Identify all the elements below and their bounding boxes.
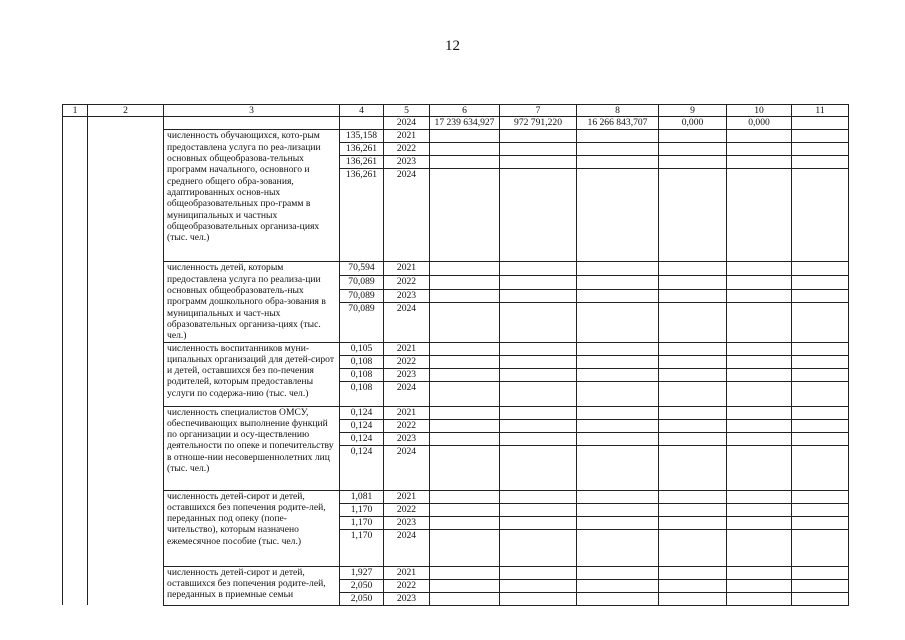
indicator-value: 1,170 bbox=[340, 503, 384, 516]
indicator-year: 2022 bbox=[384, 143, 430, 156]
empty-cell bbox=[577, 156, 659, 169]
header-cell: 2 bbox=[88, 105, 164, 117]
empty-cell bbox=[792, 368, 849, 381]
indicator-value: 2,050 bbox=[340, 592, 384, 605]
data-table bbox=[62, 104, 849, 606]
empty-cell bbox=[727, 368, 792, 381]
empty-cell bbox=[500, 445, 577, 490]
empty-cell bbox=[727, 579, 792, 592]
indicator-value: 136,261 bbox=[340, 156, 384, 169]
empty-cell bbox=[63, 592, 88, 605]
indicator-year: 2021 bbox=[384, 262, 430, 276]
empty-cell bbox=[430, 368, 500, 381]
empty-cell bbox=[792, 262, 849, 276]
empty-cell bbox=[88, 130, 164, 143]
empty-cell bbox=[577, 503, 659, 516]
empty-cell bbox=[577, 445, 659, 490]
empty-cell bbox=[577, 516, 659, 529]
empty-cell bbox=[500, 381, 577, 406]
empty-cell bbox=[430, 529, 500, 566]
empty-cell bbox=[430, 130, 500, 143]
indicator-year: 2021 bbox=[384, 566, 430, 579]
indicator-value: 0,108 bbox=[340, 368, 384, 381]
empty-cell bbox=[340, 117, 384, 130]
empty-cell bbox=[500, 130, 577, 143]
empty-cell bbox=[500, 262, 577, 276]
empty-cell bbox=[63, 289, 88, 303]
total-col7: 972 791,220 bbox=[500, 117, 577, 130]
empty-cell bbox=[430, 289, 500, 303]
empty-cell bbox=[577, 381, 659, 406]
empty-cell bbox=[500, 156, 577, 169]
header-cell: 11 bbox=[792, 105, 849, 117]
empty-cell bbox=[500, 342, 577, 355]
empty-cell bbox=[659, 355, 727, 368]
empty-cell bbox=[430, 303, 500, 342]
empty-cell bbox=[727, 566, 792, 579]
empty-cell bbox=[88, 490, 164, 503]
empty-cell bbox=[659, 445, 727, 490]
indicator-value: 70,594 bbox=[340, 262, 384, 276]
indicator-value: 0,105 bbox=[340, 342, 384, 355]
empty-cell bbox=[88, 156, 164, 169]
empty-cell bbox=[500, 276, 577, 290]
empty-cell bbox=[88, 169, 164, 262]
empty-cell bbox=[792, 355, 849, 368]
total-col8: 16 266 843,707 bbox=[577, 117, 659, 130]
indicator-year: 2023 bbox=[384, 516, 430, 529]
empty-cell bbox=[63, 262, 88, 276]
indicator-year: 2022 bbox=[384, 579, 430, 592]
empty-cell bbox=[792, 143, 849, 156]
indicator-value: 0,108 bbox=[340, 381, 384, 406]
empty-cell bbox=[577, 579, 659, 592]
header-cell: 9 bbox=[659, 105, 727, 117]
empty-cell bbox=[727, 503, 792, 516]
empty-cell bbox=[88, 355, 164, 368]
empty-cell bbox=[727, 432, 792, 445]
empty-cell bbox=[577, 342, 659, 355]
empty-cell bbox=[577, 303, 659, 342]
empty-cell bbox=[792, 445, 849, 490]
empty-cell bbox=[659, 303, 727, 342]
empty-cell bbox=[500, 143, 577, 156]
empty-cell bbox=[577, 406, 659, 419]
empty-cell bbox=[430, 169, 500, 262]
indicator-row bbox=[63, 262, 849, 276]
indicator-year: 2022 bbox=[384, 276, 430, 290]
empty-cell bbox=[430, 579, 500, 592]
empty-cell bbox=[430, 445, 500, 490]
empty-cell bbox=[500, 289, 577, 303]
empty-cell bbox=[63, 117, 88, 130]
empty-cell bbox=[430, 156, 500, 169]
empty-cell bbox=[659, 579, 727, 592]
indicator-row bbox=[63, 406, 849, 419]
empty-cell bbox=[727, 303, 792, 342]
empty-cell bbox=[577, 169, 659, 262]
header-cell: 6 bbox=[430, 105, 500, 117]
empty-cell bbox=[500, 169, 577, 262]
empty-cell bbox=[727, 516, 792, 529]
indicator-row bbox=[63, 130, 849, 143]
indicator-year: 2023 bbox=[384, 432, 430, 445]
empty-cell bbox=[659, 566, 727, 579]
empty-cell bbox=[500, 592, 577, 605]
empty-cell bbox=[659, 143, 727, 156]
empty-cell bbox=[430, 490, 500, 503]
empty-cell bbox=[727, 156, 792, 169]
empty-cell bbox=[88, 303, 164, 342]
empty-cell bbox=[659, 592, 727, 605]
empty-cell bbox=[659, 503, 727, 516]
empty-cell bbox=[88, 592, 164, 605]
empty-cell bbox=[500, 503, 577, 516]
empty-cell bbox=[430, 406, 500, 419]
empty-cell bbox=[792, 169, 849, 262]
indicator-value: 0,124 bbox=[340, 432, 384, 445]
indicator-year: 2023 bbox=[384, 289, 430, 303]
empty-cell bbox=[63, 143, 88, 156]
indicator-row bbox=[63, 490, 849, 503]
indicator-row bbox=[63, 566, 849, 579]
empty-cell bbox=[500, 579, 577, 592]
empty-cell bbox=[727, 130, 792, 143]
empty-cell bbox=[659, 368, 727, 381]
empty-cell bbox=[792, 303, 849, 342]
indicator-value: 0,124 bbox=[340, 419, 384, 432]
empty-cell bbox=[792, 529, 849, 566]
header-cell: 5 bbox=[384, 105, 430, 117]
empty-cell bbox=[727, 419, 792, 432]
empty-cell bbox=[500, 406, 577, 419]
empty-cell bbox=[63, 490, 88, 503]
indicator-description: численность воспитанников муни-ципальных организаций для детей-сирот и детей, оставшихся без по-печения родителей, которым предоставлены услуги по содержа-нию (тыс. чел.) bbox=[164, 342, 340, 406]
empty-cell bbox=[430, 503, 500, 516]
empty-cell bbox=[577, 368, 659, 381]
empty-cell bbox=[500, 490, 577, 503]
empty-cell bbox=[500, 303, 577, 342]
empty-cell bbox=[659, 130, 727, 143]
indicator-year: 2021 bbox=[384, 406, 430, 419]
empty-cell bbox=[500, 368, 577, 381]
empty-cell bbox=[88, 445, 164, 490]
empty-cell bbox=[63, 276, 88, 290]
empty-cell bbox=[727, 355, 792, 368]
empty-cell bbox=[727, 490, 792, 503]
indicator-year: 2022 bbox=[384, 355, 430, 368]
empty-cell bbox=[577, 276, 659, 290]
empty-cell bbox=[430, 566, 500, 579]
empty-cell bbox=[577, 566, 659, 579]
empty-cell bbox=[430, 381, 500, 406]
empty-cell bbox=[500, 516, 577, 529]
empty-cell bbox=[577, 490, 659, 503]
empty-cell bbox=[63, 303, 88, 342]
empty-cell bbox=[792, 117, 849, 130]
empty-cell bbox=[88, 117, 164, 130]
empty-cell bbox=[659, 406, 727, 419]
empty-cell bbox=[164, 117, 340, 130]
empty-cell bbox=[577, 355, 659, 368]
indicator-value: 1,170 bbox=[340, 529, 384, 566]
empty-cell bbox=[792, 419, 849, 432]
empty-cell bbox=[792, 566, 849, 579]
empty-cell bbox=[500, 419, 577, 432]
empty-cell bbox=[727, 169, 792, 262]
indicator-description: численность детей-сирот и детей, оставшихся без попечения родите-лей, переданных под опеку (попе-чительство), которым назначено ежемесячное пособие (тыс. чел.) bbox=[164, 490, 340, 566]
empty-cell bbox=[63, 516, 88, 529]
empty-cell bbox=[577, 432, 659, 445]
empty-cell bbox=[430, 342, 500, 355]
indicator-value: 70,089 bbox=[340, 303, 384, 342]
empty-cell bbox=[88, 289, 164, 303]
empty-cell bbox=[88, 432, 164, 445]
empty-cell bbox=[430, 516, 500, 529]
empty-cell bbox=[659, 289, 727, 303]
empty-cell bbox=[63, 156, 88, 169]
indicator-year: 2023 bbox=[384, 368, 430, 381]
empty-cell bbox=[63, 355, 88, 368]
indicator-year: 2024 bbox=[384, 381, 430, 406]
empty-cell bbox=[63, 381, 88, 406]
empty-cell bbox=[88, 579, 164, 592]
indicator-value: 70,089 bbox=[340, 276, 384, 290]
empty-cell bbox=[63, 566, 88, 579]
empty-cell bbox=[577, 592, 659, 605]
empty-cell bbox=[88, 529, 164, 566]
empty-cell bbox=[63, 406, 88, 419]
empty-cell bbox=[63, 169, 88, 262]
empty-cell bbox=[727, 276, 792, 290]
empty-cell bbox=[577, 289, 659, 303]
empty-cell bbox=[500, 566, 577, 579]
header-cell: 4 bbox=[340, 105, 384, 117]
empty-cell bbox=[430, 432, 500, 445]
empty-cell bbox=[63, 130, 88, 143]
header-cell: 3 bbox=[164, 105, 340, 117]
empty-cell bbox=[792, 503, 849, 516]
empty-cell bbox=[792, 592, 849, 605]
empty-cell bbox=[88, 262, 164, 276]
empty-cell bbox=[577, 419, 659, 432]
indicator-description: численность специалистов ОМСУ, обеспечивающих выполнение функций по организации и осу-ществлению деятельности по опеке и попечительству в отноше-нии несовершеннолетних лиц (тыс. чел.) bbox=[164, 406, 340, 490]
total-col9: 0,000 bbox=[659, 117, 727, 130]
empty-cell bbox=[792, 276, 849, 290]
empty-cell bbox=[577, 529, 659, 566]
indicator-year: 2022 bbox=[384, 419, 430, 432]
empty-cell bbox=[430, 143, 500, 156]
empty-cell bbox=[792, 516, 849, 529]
empty-cell bbox=[577, 130, 659, 143]
empty-cell bbox=[727, 143, 792, 156]
indicator-value: 70,089 bbox=[340, 289, 384, 303]
empty-cell bbox=[430, 355, 500, 368]
empty-cell bbox=[63, 529, 88, 566]
empty-cell bbox=[792, 432, 849, 445]
empty-cell bbox=[63, 432, 88, 445]
empty-cell bbox=[727, 529, 792, 566]
empty-cell bbox=[577, 143, 659, 156]
indicator-year: 2024 bbox=[384, 303, 430, 342]
empty-cell bbox=[63, 368, 88, 381]
indicator-value: 0,108 bbox=[340, 355, 384, 368]
indicator-year: 2022 bbox=[384, 503, 430, 516]
empty-cell bbox=[792, 579, 849, 592]
empty-cell bbox=[727, 406, 792, 419]
empty-cell bbox=[88, 516, 164, 529]
empty-cell bbox=[727, 342, 792, 355]
indicator-value: 1,927 bbox=[340, 566, 384, 579]
empty-cell bbox=[63, 445, 88, 490]
indicator-year: 2021 bbox=[384, 490, 430, 503]
empty-cell bbox=[88, 342, 164, 355]
empty-cell bbox=[500, 355, 577, 368]
empty-cell bbox=[430, 276, 500, 290]
indicator-year: 2023 bbox=[384, 592, 430, 605]
empty-cell bbox=[792, 130, 849, 143]
empty-cell bbox=[88, 566, 164, 579]
empty-cell bbox=[659, 262, 727, 276]
empty-cell bbox=[500, 529, 577, 566]
empty-cell bbox=[792, 381, 849, 406]
indicator-year: 2024 bbox=[384, 169, 430, 262]
header-cell: 7 bbox=[500, 105, 577, 117]
empty-cell bbox=[63, 342, 88, 355]
indicator-row bbox=[63, 342, 849, 355]
empty-cell bbox=[659, 490, 727, 503]
empty-cell bbox=[430, 592, 500, 605]
header-cell: 10 bbox=[727, 105, 792, 117]
indicator-description: численность детей, которым предоставлена услуга по реализа-ции основных общеобразователь-ных программ дошкольного обра-зования в муниципальных и част-ных образовательных организа-циях (тыс. чел.) bbox=[164, 262, 340, 342]
indicator-value: 136,261 bbox=[340, 143, 384, 156]
empty-cell bbox=[659, 381, 727, 406]
header-row bbox=[63, 105, 849, 117]
empty-cell bbox=[63, 579, 88, 592]
empty-cell bbox=[727, 262, 792, 276]
empty-cell bbox=[63, 503, 88, 516]
empty-cell bbox=[792, 490, 849, 503]
indicator-description: численность обучающихся, кото-рым предоставлена услуга по реа-лизации основных общеобразова-тельных программ начального, основного и среднего общего обра-зования, адаптированных основ-ных общеобразовательных про-грамм в муниципальных и частных общеобразовательных организа-циях (тыс. чел.) bbox=[164, 130, 340, 262]
empty-cell bbox=[659, 516, 727, 529]
empty-cell bbox=[659, 276, 727, 290]
header-cell: 1 bbox=[63, 105, 88, 117]
indicator-value: 1,081 bbox=[340, 490, 384, 503]
empty-cell bbox=[430, 262, 500, 276]
indicator-year: 2021 bbox=[384, 130, 430, 143]
indicator-value: 136,261 bbox=[340, 169, 384, 262]
header-cell: 8 bbox=[577, 105, 659, 117]
indicator-value: 1,170 bbox=[340, 516, 384, 529]
empty-cell bbox=[88, 381, 164, 406]
empty-cell bbox=[792, 406, 849, 419]
empty-cell bbox=[792, 156, 849, 169]
empty-cell bbox=[792, 289, 849, 303]
empty-cell bbox=[659, 342, 727, 355]
total-col6: 17 239 634,927 bbox=[430, 117, 500, 130]
empty-cell bbox=[659, 156, 727, 169]
empty-cell bbox=[430, 419, 500, 432]
empty-cell bbox=[88, 419, 164, 432]
empty-cell bbox=[500, 432, 577, 445]
empty-cell bbox=[792, 342, 849, 355]
empty-cell bbox=[659, 529, 727, 566]
empty-cell bbox=[727, 592, 792, 605]
indicator-description: численность детей-сирот и детей, оставшихся без попечения родите-лей, переданных в приемные семьи bbox=[164, 566, 340, 605]
indicator-value: 0,124 bbox=[340, 406, 384, 419]
indicator-value: 135,158 bbox=[340, 130, 384, 143]
indicator-year: 2024 bbox=[384, 445, 430, 490]
empty-cell bbox=[727, 381, 792, 406]
empty-cell bbox=[727, 289, 792, 303]
indicator-year: 2024 bbox=[384, 529, 430, 566]
empty-cell bbox=[88, 276, 164, 290]
empty-cell bbox=[577, 262, 659, 276]
empty-cell bbox=[63, 419, 88, 432]
empty-cell bbox=[659, 432, 727, 445]
empty-cell bbox=[659, 419, 727, 432]
indicator-value: 0,124 bbox=[340, 445, 384, 490]
indicator-value: 2,050 bbox=[340, 579, 384, 592]
empty-cell bbox=[727, 445, 792, 490]
page-number: 12 bbox=[445, 38, 460, 54]
indicator-year: 2023 bbox=[384, 156, 430, 169]
total-year: 2024 bbox=[384, 117, 430, 130]
total-row bbox=[63, 117, 849, 130]
empty-cell bbox=[88, 503, 164, 516]
indicator-year: 2021 bbox=[384, 342, 430, 355]
empty-cell bbox=[88, 406, 164, 419]
empty-cell bbox=[659, 169, 727, 262]
total-col10: 0,000 bbox=[727, 117, 792, 130]
empty-cell bbox=[88, 368, 164, 381]
empty-cell bbox=[88, 143, 164, 156]
